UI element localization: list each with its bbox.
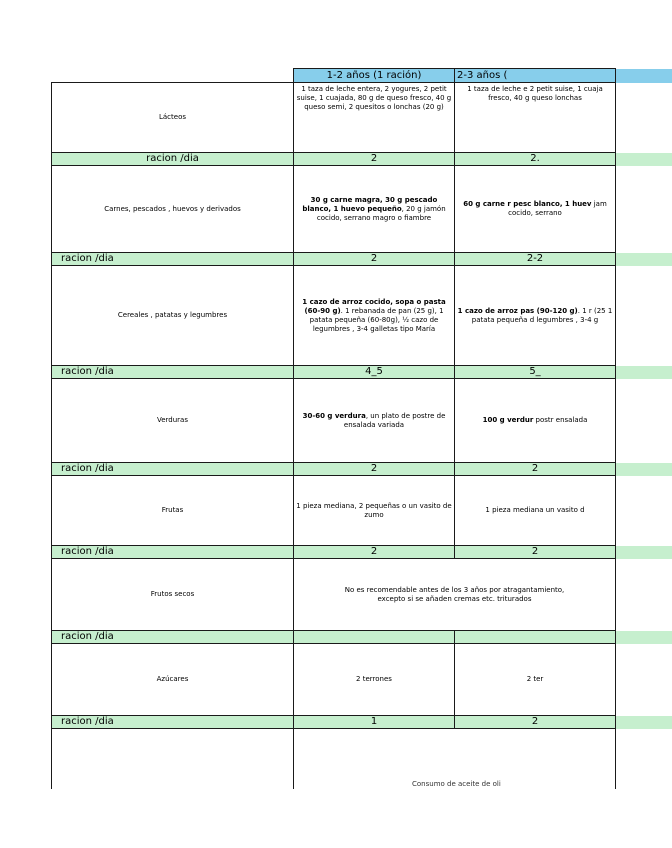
category-azucares[interactable]: Azúcares bbox=[52, 644, 294, 716]
cell-azucares-2-3[interactable]: 2 ter bbox=[455, 644, 616, 716]
rate-label[interactable]: racion /dia bbox=[52, 366, 294, 379]
cell-carnes-1-2[interactable]: 30 g carne magra, 30 g pescado blanco, 1 huevo pequeño, 20 g jamón cocido, serrano magro o fiambre bbox=[294, 166, 455, 253]
section-row-final bbox=[52, 729, 672, 789]
rate-label[interactable]: racion /dia bbox=[52, 153, 294, 166]
cell-frutos-secos-note[interactable]: No es recomendable antes de los 3 años por atragantamiento, excepto si se añaden cremas etc. triturados bbox=[294, 559, 616, 631]
rate-row-lacteos bbox=[52, 153, 672, 166]
category-cereales[interactable]: Cereales , patatas y legumbres bbox=[52, 266, 294, 366]
rate-overflow bbox=[616, 253, 672, 266]
rate-value-1-2[interactable]: 4_5 bbox=[294, 366, 455, 379]
rate-label[interactable]: racion /dia bbox=[52, 631, 294, 644]
rate-row-frutas bbox=[52, 546, 672, 559]
rate-value-1-2[interactable] bbox=[294, 631, 455, 644]
cell-empty bbox=[616, 266, 672, 366]
header-blank-cell bbox=[52, 69, 294, 83]
category-lacteos[interactable]: Lácteos bbox=[52, 83, 294, 153]
rate-value-2-3[interactable]: 2 bbox=[455, 546, 616, 559]
cell-empty bbox=[616, 729, 672, 789]
cell-carnes-2-3[interactable]: 60 g carne r pesc blanco, 1 huev jam cocido, serrano bbox=[455, 166, 616, 253]
rate-row-azucares bbox=[52, 716, 672, 729]
category-carnes[interactable]: Carnes, pescados , huevos y derivados bbox=[52, 166, 294, 253]
rate-row-verduras bbox=[52, 463, 672, 476]
rate-label[interactable]: racion /dia bbox=[52, 463, 294, 476]
section-row-carnes bbox=[52, 166, 672, 253]
header-2-3-anos[interactable]: 2-3 años ( bbox=[455, 69, 616, 83]
rate-value-1-2[interactable]: 2 bbox=[294, 153, 455, 166]
category-final[interactable] bbox=[52, 729, 294, 789]
cell-azucares-1-2[interactable]: 2 terrones bbox=[294, 644, 455, 716]
section-row-azucares bbox=[52, 644, 672, 716]
category-verduras[interactable]: Verduras bbox=[52, 379, 294, 463]
rate-row-carnes bbox=[52, 253, 672, 266]
section-row-cereales bbox=[52, 266, 672, 366]
rate-value-1-2[interactable]: 1 bbox=[294, 716, 455, 729]
rate-overflow bbox=[616, 546, 672, 559]
rate-value-1-2[interactable]: 2 bbox=[294, 546, 455, 559]
cell-empty bbox=[616, 476, 672, 546]
cell-lacteos-2-3[interactable]: 1 taza de leche e 2 petit suise, 1 cuaja fresco, 40 g queso lonchas bbox=[455, 83, 616, 153]
cell-cereales-1-2[interactable]: 1 cazo de arroz cocido, sopa o pasta (60-90 g). 1 rebanada de pan (25 g), 1 patata pequeña (60-80g), ½ cazo de legumbres , 3-4 galletas tipo María bbox=[294, 266, 455, 366]
rate-label[interactable]: racion /dia bbox=[52, 716, 294, 729]
cell-cereales-2-3[interactable]: 1 cazo de arroz pas (90-120 g). 1 r (25 1 patata pequeña d legumbres , 3-4 g bbox=[455, 266, 616, 366]
rate-value-2-3[interactable]: 2 bbox=[455, 463, 616, 476]
category-frutos-secos[interactable]: Frutos secos bbox=[52, 559, 294, 631]
rate-row-frutos-secos bbox=[52, 631, 672, 644]
rate-value-2-3[interactable]: 2 bbox=[455, 716, 616, 729]
section-row-frutos-secos bbox=[52, 559, 672, 631]
rate-value-1-2[interactable]: 2 bbox=[294, 253, 455, 266]
cell-empty bbox=[616, 166, 672, 253]
cell-empty bbox=[616, 83, 672, 153]
section-row-lacteos bbox=[52, 83, 672, 153]
rate-overflow bbox=[616, 716, 672, 729]
rate-overflow bbox=[616, 153, 672, 166]
rate-value-2-3[interactable]: 5_ bbox=[455, 366, 616, 379]
rate-label[interactable]: racion /dia bbox=[52, 253, 294, 266]
rate-overflow bbox=[616, 366, 672, 379]
cell-verduras-2-3[interactable]: 100 g verdur postr ensalada bbox=[455, 379, 616, 463]
section-row-verduras bbox=[52, 379, 672, 463]
cell-verduras-1-2[interactable]: 30-60 g verdura, un plato de postre de ensalada variada bbox=[294, 379, 455, 463]
rate-value-1-2[interactable]: 2 bbox=[294, 463, 455, 476]
cell-empty bbox=[616, 379, 672, 463]
cell-lacteos-1-2[interactable]: 1 taza de leche entera, 2 yogures, 2 petit suise, 1 cuajada, 80 g de queso fresco, 40 g queso semi, 2 quesitos o lonchas (20 g) bbox=[294, 83, 455, 153]
header-1-2-anos[interactable]: 1-2 años (1 ración) bbox=[294, 69, 455, 83]
rate-value-2-3[interactable] bbox=[455, 631, 616, 644]
header-overflow-cell bbox=[616, 69, 672, 83]
cell-empty bbox=[616, 644, 672, 716]
rate-overflow bbox=[616, 631, 672, 644]
cell-frutas-2-3[interactable]: 1 pieza mediana un vasito d bbox=[455, 476, 616, 546]
rate-value-2-3[interactable]: 2-2 bbox=[455, 253, 616, 266]
partial-footer-text: Consumo de aceite de oli bbox=[412, 780, 501, 788]
nutrition-table bbox=[51, 68, 672, 789]
header-row bbox=[52, 69, 672, 83]
rate-row-cereales bbox=[52, 366, 672, 379]
section-row-frutas bbox=[52, 476, 672, 546]
category-frutas[interactable]: Frutas bbox=[52, 476, 294, 546]
cell-frutas-1-2[interactable]: 1 pieza mediana, 2 pequeñas o un vasito de zumo bbox=[294, 476, 455, 546]
rate-label[interactable]: racion /dia bbox=[52, 546, 294, 559]
cell-empty bbox=[616, 559, 672, 631]
rate-value-2-3[interactable]: 2. bbox=[455, 153, 616, 166]
rate-overflow bbox=[616, 463, 672, 476]
